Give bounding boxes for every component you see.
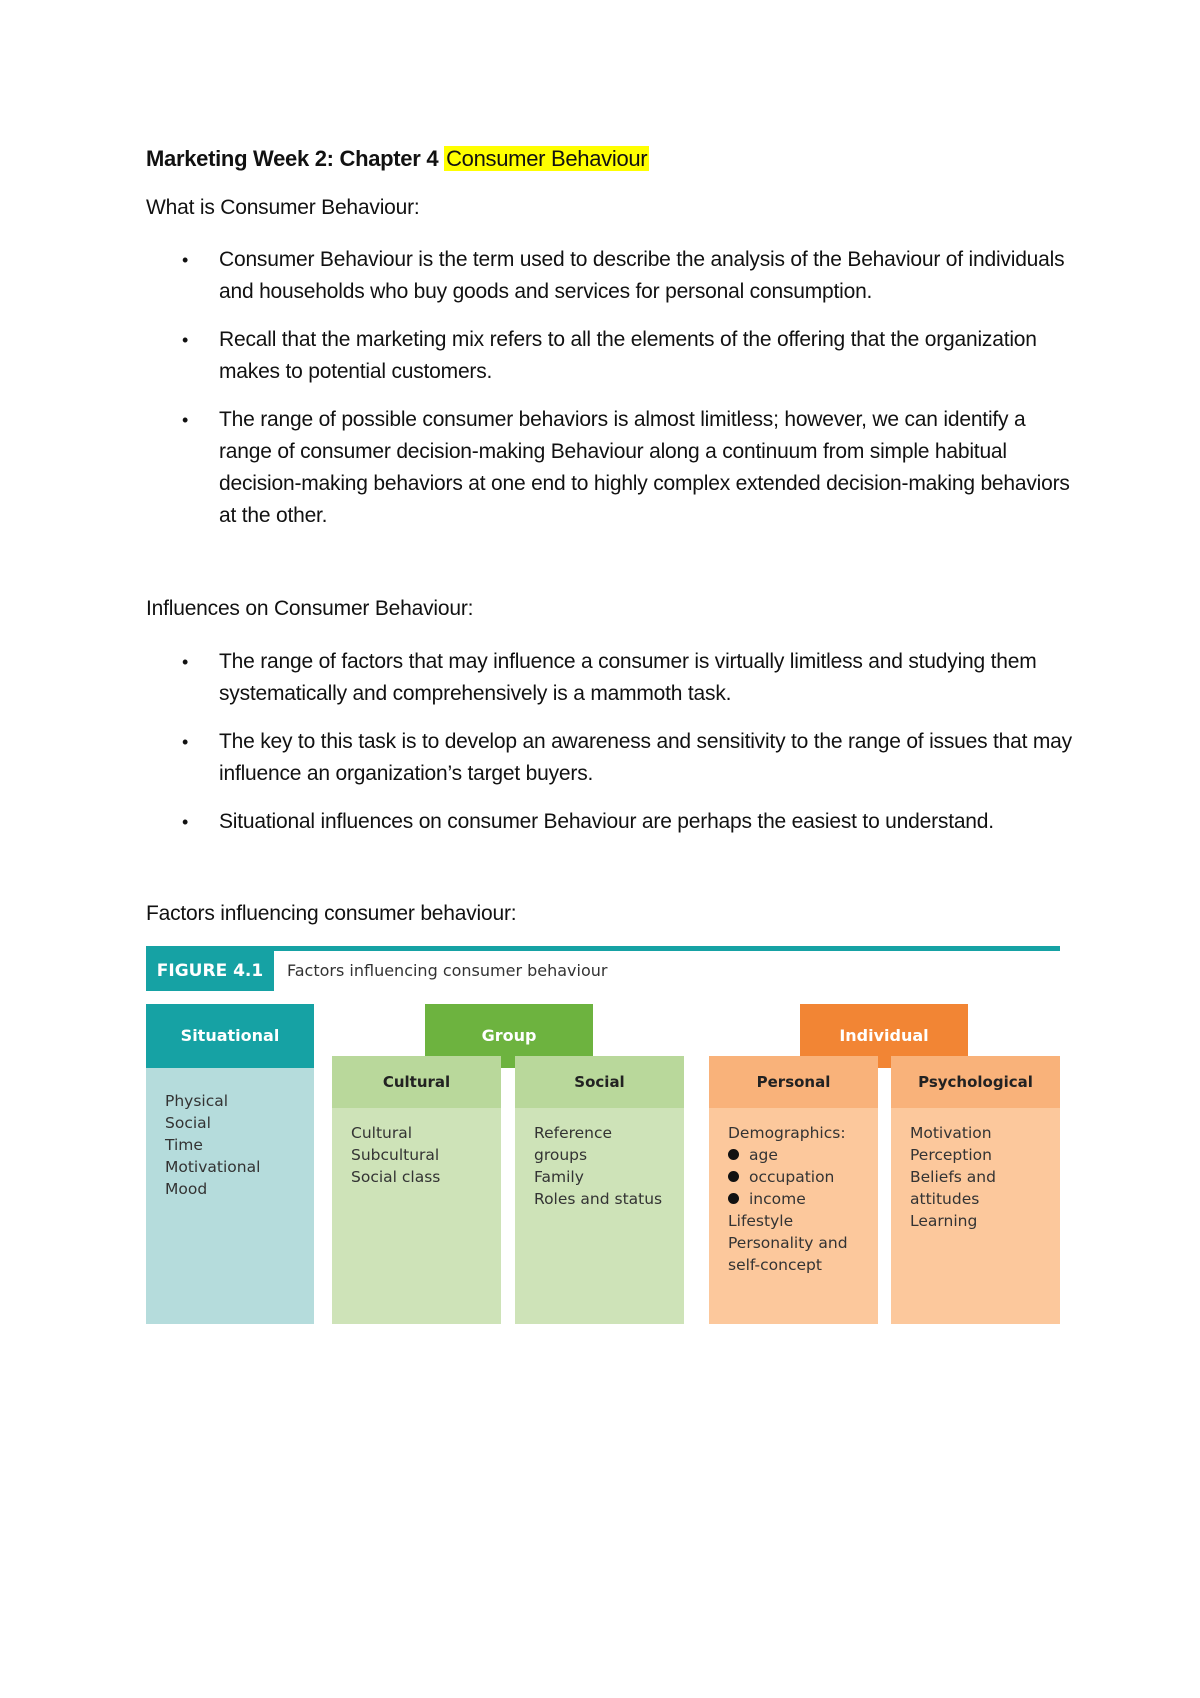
figure-label: FIGURE 4.1: [146, 951, 274, 991]
list-item: occupation: [728, 1166, 848, 1188]
list-item: • The key to this task is to develop an awareness and sensitivity to the range of issues that may influence an organization’s target buyers.: [146, 726, 1076, 790]
cultural-list: [351, 1122, 440, 1188]
column-header-psychological: Psychological: [891, 1056, 1060, 1108]
group-header-group: Group: [425, 1004, 593, 1068]
column-cultural: [332, 1056, 501, 1324]
situational-list: [165, 1090, 260, 1200]
list-item: Social class: [351, 1168, 441, 1186]
list-item: Time: [165, 1136, 203, 1154]
list-item: Reference: [534, 1124, 613, 1142]
section-heading-factors: Factors influencing consumer behaviour:: [146, 902, 517, 925]
bullet-icon: [728, 1193, 739, 1204]
title-highlight: Consumer Behaviour: [446, 146, 648, 171]
section-heading-what-is: What is Consumer Behaviour:: [146, 196, 420, 219]
list-item: • Situational influences on consumer Behaviour are perhaps the easiest to understand.: [146, 806, 1076, 838]
figure-factors-diagram: [146, 946, 1060, 1324]
list-item: groups: [534, 1146, 588, 1164]
bullet-list-what-is: [146, 244, 1076, 548]
list-item: • Consumer Behaviour is the term used to describe the analysis of the Behaviour of individuals and households who buy goods and services for personal consumption.: [146, 244, 1076, 308]
bullet-icon: [728, 1171, 739, 1182]
list-item: • Recall that the marketing mix refers to all the elements of the offering that the organization makes to potential customers.: [146, 324, 1076, 388]
list-item: Social: [165, 1114, 211, 1132]
column-situational: [146, 1004, 314, 1324]
list-item: • The range of possible consumer behaviors is almost limitless; however, we can identify a range of consumer decision-making Behaviour along a continuum from simple habitual decision-making behaviors at one end to highly complex extended decision-making behaviors at the other.: [146, 404, 1076, 532]
figure-caption: Factors influencing consumer behaviour: [287, 961, 608, 980]
list-item: Subcultural: [351, 1146, 440, 1164]
bullet-list-influences: [146, 646, 1076, 854]
list-item: age: [728, 1144, 848, 1166]
list-item: Learning: [910, 1212, 978, 1230]
list-item: Physical: [165, 1092, 229, 1110]
list-item: Demographics:: [728, 1124, 846, 1142]
list-item: self-concept: [728, 1256, 822, 1274]
bullet-icon: •: [182, 652, 189, 672]
column-header-personal: Personal: [709, 1056, 878, 1108]
bullet-icon: •: [182, 812, 189, 832]
column-header-social: Social: [515, 1056, 684, 1108]
bullet-icon: [728, 1149, 739, 1160]
list-item: Roles and status: [534, 1190, 663, 1208]
title-prefix: Marketing Week 2: Chapter 4: [146, 146, 445, 171]
document-title: [146, 146, 649, 172]
bullet-icon: •: [182, 250, 189, 270]
list-item: Motivation: [910, 1124, 992, 1142]
list-item: Beliefs and: [910, 1168, 996, 1186]
column-header-cultural: Cultural: [332, 1056, 501, 1108]
group-header-individual: Individual: [800, 1004, 968, 1068]
list-item: Perception: [910, 1146, 992, 1164]
list-item: Cultural: [351, 1124, 413, 1142]
list-item: attitudes: [910, 1190, 980, 1208]
bullet-icon: •: [182, 330, 189, 350]
bullet-icon: •: [182, 732, 189, 752]
list-item: • The range of factors that may influence a consumer is virtually limitless and studying them systematically and comprehensively is a mammoth task.: [146, 646, 1076, 710]
social-list: [534, 1122, 662, 1210]
column-psychological: [891, 1056, 1060, 1324]
list-item: income: [728, 1188, 848, 1210]
list-item: Family: [534, 1168, 584, 1186]
psychological-list: [910, 1122, 996, 1232]
list-item: Lifestyle: [728, 1212, 794, 1230]
bullet-icon: •: [182, 410, 189, 430]
list-item: Mood: [165, 1180, 208, 1198]
column-social: [515, 1056, 684, 1324]
section-heading-influences: Influences on Consumer Behaviour:: [146, 597, 474, 620]
column-personal: [709, 1056, 878, 1324]
personal-list: [728, 1122, 848, 1276]
list-item: Motivational: [165, 1158, 261, 1176]
group-header-situational: Situational: [146, 1004, 314, 1068]
list-item: Personality and: [728, 1234, 848, 1252]
